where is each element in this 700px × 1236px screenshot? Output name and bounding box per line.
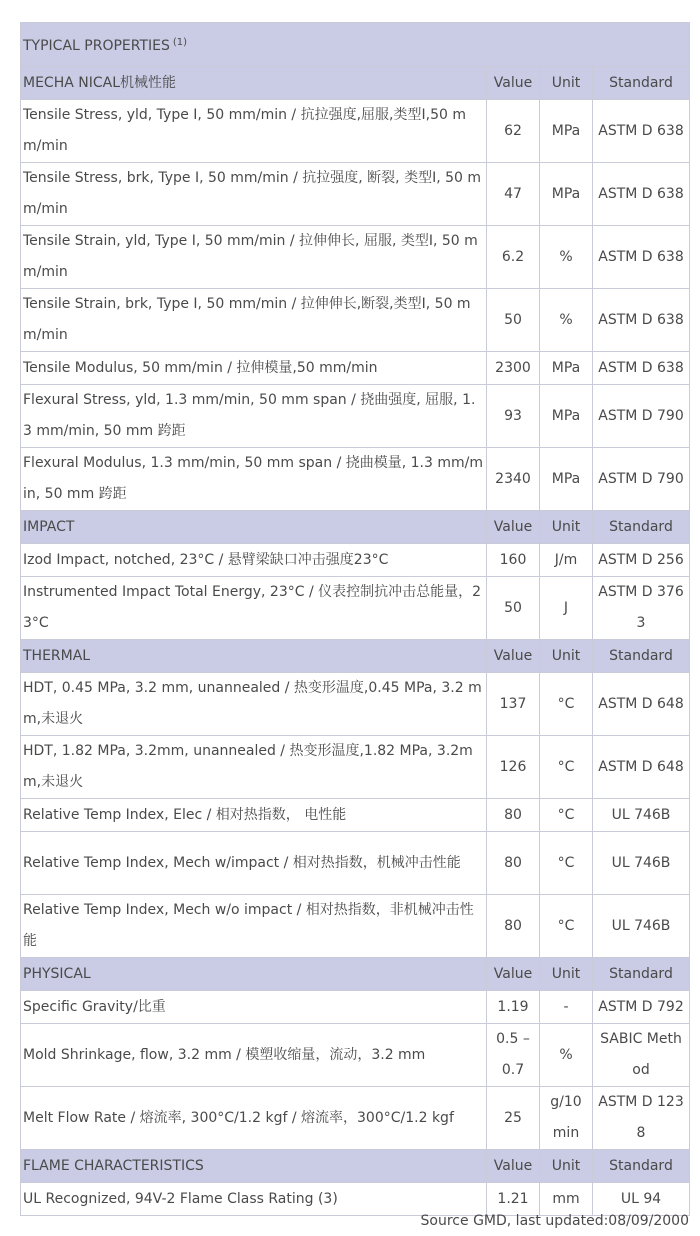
value-cell: 50 [487, 289, 540, 352]
unit-cell: °C [540, 799, 593, 832]
value-cell: 50 [487, 577, 540, 640]
value-cell: 1.21 [487, 1183, 540, 1216]
unit-cell: MPa [540, 100, 593, 163]
standard-cell: ASTM D 3763 [593, 577, 690, 640]
table-row [21, 577, 690, 640]
table-row [21, 895, 690, 958]
standard-cell: ASTM D 792 [593, 991, 690, 1024]
standard-header: Standard [593, 511, 690, 544]
value-cell: 2340 [487, 448, 540, 511]
value-cell: 93 [487, 385, 540, 448]
value-cell: 160 [487, 544, 540, 577]
value-cell: 25 [487, 1087, 540, 1150]
section-name: IMPACT [21, 511, 487, 544]
standard-cell: SABIC Method [593, 1024, 690, 1087]
value-cell: 80 [487, 832, 540, 895]
source-note: Source GMD, last updated:08/09/2000 [420, 1213, 689, 1229]
standard-cell: UL 94 [593, 1183, 690, 1216]
standard-cell: ASTM D 256 [593, 544, 690, 577]
standard-cell: ASTM D 638 [593, 352, 690, 385]
property-cell: Tensile Stress, yld, Type I, 50 mm/min / 抗拉强度,屈服,类型I,50 mm/min [21, 100, 487, 163]
standard-header: Standard [593, 1150, 690, 1183]
unit-cell: °C [540, 832, 593, 895]
table-row [21, 448, 690, 511]
table-row [21, 163, 690, 226]
table-title-row [21, 23, 690, 67]
table-row [21, 1183, 690, 1216]
section-header-row [21, 1150, 690, 1183]
unit-cell: °C [540, 895, 593, 958]
property-cell: Relative Temp Index, Elec / 相对热指数， 电性能 [21, 799, 487, 832]
property-cell: Relative Temp Index, Mech w/impact / 相对热指数，机械冲击性能 [21, 832, 487, 895]
section-header-row [21, 67, 690, 100]
section-name: FLAME CHARACTERISTICS [21, 1150, 487, 1183]
value-cell: 0.5 – 0.7 [487, 1024, 540, 1087]
value-header: Value [487, 958, 540, 991]
standard-cell: ASTM D 790 [593, 448, 690, 511]
table-row [21, 226, 690, 289]
unit-cell: % [540, 289, 593, 352]
table-row [21, 100, 690, 163]
section-name: PHYSICAL [21, 958, 487, 991]
property-cell: HDT, 0.45 MPa, 3.2 mm, unannealed / 热变形温度,0.45 MPa, 3.2 mm,未退火 [21, 673, 487, 736]
table-title [21, 23, 690, 67]
unit-cell: MPa [540, 163, 593, 226]
property-cell: Tensile Modulus, 50 mm/min / 拉伸模量,50 mm/min [21, 352, 487, 385]
standard-cell: ASTM D 638 [593, 289, 690, 352]
value-cell: 80 [487, 895, 540, 958]
table-row [21, 289, 690, 352]
value-cell: 137 [487, 673, 540, 736]
property-cell: UL Recognized, 94V-2 Flame Class Rating (3) [21, 1183, 487, 1216]
unit-header: Unit [540, 511, 593, 544]
standard-header: Standard [593, 958, 690, 991]
standard-cell: ASTM D 648 [593, 736, 690, 799]
property-cell: Tensile Stress, brk, Type I, 50 mm/min / 抗拉强度, 断裂, 类型I, 50 mm/min [21, 163, 487, 226]
unit-cell: % [540, 1024, 593, 1087]
unit-cell: mm [540, 1183, 593, 1216]
section-header-row [21, 640, 690, 673]
standard-cell: UL 746B [593, 799, 690, 832]
title-footnote: (1) [172, 37, 188, 48]
unit-cell: J/m [540, 544, 593, 577]
table-row [21, 1024, 690, 1087]
unit-cell: % [540, 226, 593, 289]
standard-header: Standard [593, 67, 690, 100]
standard-header: Standard [593, 640, 690, 673]
value-header: Value [487, 640, 540, 673]
value-cell: 6.2 [487, 226, 540, 289]
property-cell: Melt Flow Rate / 熔流率, 300°C/1.2 kgf / 熔流率，300°C/1.2 kgf [21, 1087, 487, 1150]
unit-cell: °C [540, 736, 593, 799]
standard-cell: ASTM D 638 [593, 163, 690, 226]
unit-cell: MPa [540, 385, 593, 448]
unit-cell: °C [540, 673, 593, 736]
table-row [21, 352, 690, 385]
value-cell: 1.19 [487, 991, 540, 1024]
properties-document [20, 22, 689, 1216]
section-header-row [21, 958, 690, 991]
unit-cell: MPa [540, 448, 593, 511]
table-row [21, 736, 690, 799]
value-cell: 2300 [487, 352, 540, 385]
value-cell: 126 [487, 736, 540, 799]
value-cell: 62 [487, 100, 540, 163]
standard-cell: ASTM D 648 [593, 673, 690, 736]
properties-table [20, 22, 690, 1216]
section-name: THERMAL [21, 640, 487, 673]
value-header: Value [487, 511, 540, 544]
table-row [21, 544, 690, 577]
unit-header: Unit [540, 67, 593, 100]
standard-cell: UL 746B [593, 895, 690, 958]
property-cell: HDT, 1.82 MPa, 3.2mm, unannealed / 热变形温度,1.82 MPa, 3.2mm,未退火 [21, 736, 487, 799]
table-row [21, 832, 690, 895]
standard-cell: ASTM D 638 [593, 226, 690, 289]
value-cell: 80 [487, 799, 540, 832]
property-cell: Specific Gravity/比重 [21, 991, 487, 1024]
unit-header: Unit [540, 640, 593, 673]
value-header: Value [487, 1150, 540, 1183]
standard-cell: ASTM D 638 [593, 100, 690, 163]
property-cell: Relative Temp Index, Mech w/o impact / 相对热指数，非机械冲击性能 [21, 895, 487, 958]
table-title-text: TYPICAL PROPERTIES [23, 38, 170, 54]
value-cell: 47 [487, 163, 540, 226]
table-row [21, 1087, 690, 1150]
unit-cell: - [540, 991, 593, 1024]
table-row [21, 673, 690, 736]
unit-cell: MPa [540, 352, 593, 385]
unit-cell: J [540, 577, 593, 640]
section-name: MECHA NICAL机械性能 [21, 67, 487, 100]
unit-header: Unit [540, 1150, 593, 1183]
unit-header: Unit [540, 958, 593, 991]
property-cell: Tensile Strain, brk, Type I, 50 mm/min / 拉伸伸长,断裂,类型I, 50 mm/min [21, 289, 487, 352]
table-row [21, 385, 690, 448]
property-cell: Instrumented Impact Total Energy, 23°C / 仪表控制抗冲击总能量，23°C [21, 577, 487, 640]
table-row [21, 991, 690, 1024]
property-cell: Flexural Modulus, 1.3 mm/min, 50 mm span / 挠曲模量, 1.3 mm/min, 50 mm 跨距 [21, 448, 487, 511]
standard-cell: UL 746B [593, 832, 690, 895]
property-cell: Izod Impact, notched, 23°C / 悬臂梁缺口冲击强度23°C [21, 544, 487, 577]
standard-cell: ASTM D 790 [593, 385, 690, 448]
value-header: Value [487, 67, 540, 100]
standard-cell: ASTM D 1238 [593, 1087, 690, 1150]
property-cell: Mold Shrinkage, flow, 3.2 mm / 模塑收缩量，流动，3.2 mm [21, 1024, 487, 1087]
unit-cell: g/10 min [540, 1087, 593, 1150]
property-cell: Flexural Stress, yld, 1.3 mm/min, 50 mm span / 挠曲强度, 屈服, 1.3 mm/min, 50 mm 跨距 [21, 385, 487, 448]
section-header-row [21, 511, 690, 544]
property-cell: Tensile Strain, yld, Type I, 50 mm/min / 拉伸伸长, 屈服, 类型I, 50 mm/min [21, 226, 487, 289]
table-row [21, 799, 690, 832]
